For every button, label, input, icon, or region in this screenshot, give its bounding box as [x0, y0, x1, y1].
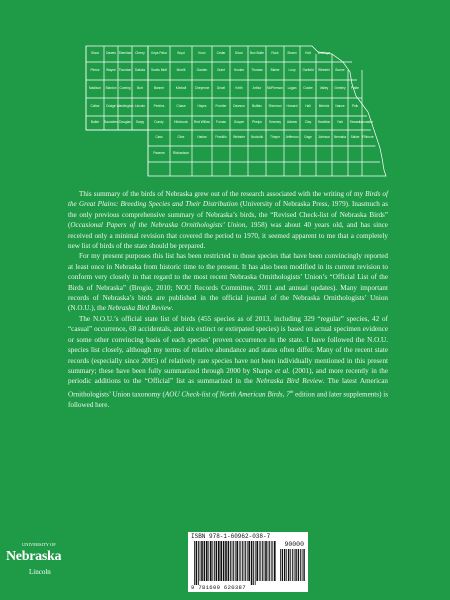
barcode-bar — [251, 541, 253, 585]
county-label: Nance — [335, 104, 345, 108]
back-cover-text — [68, 189, 388, 410]
barcode-bar — [214, 541, 215, 581]
county-label: Thomas — [251, 68, 263, 72]
barcode-bar — [253, 541, 254, 585]
county-label: Arthur — [252, 86, 262, 90]
barcode-bar — [268, 541, 269, 581]
barcode-bar — [235, 541, 236, 581]
addon-bar — [292, 549, 293, 581]
county-label: Morrill — [176, 68, 186, 72]
county-label: Greeley — [334, 86, 346, 90]
barcode-bar — [228, 541, 230, 581]
barcode-bars — [188, 532, 308, 592]
logo-campus-text: Lincoln — [29, 568, 51, 576]
barcode-bar — [223, 541, 225, 581]
barcode-bar — [204, 541, 206, 581]
barcode-bar — [274, 541, 276, 581]
barcode-bar — [248, 541, 250, 581]
county-label: Lincoln — [134, 104, 146, 108]
county-label: Rock — [271, 51, 279, 55]
county-label: Hitchcock — [174, 120, 188, 124]
county-label: Gosper — [233, 120, 245, 124]
county-label: Polk — [351, 104, 359, 108]
county-label: Loup — [288, 68, 296, 72]
paragraph-1: This summary of the birds of Nebraska grew out of the research associated with the writing of my Birds of the Great Plains: Breeding Species and Their Distribution (University of Nebraska Press, 1979). Inasmuch as the only previous comprehensive summary of Nebraska’s birds, the “Revised Check-list of Nebraska Birds” (Occasional Papers of the Nebraska Ornithologists’ Union, 1958) was about 40 years old, and has since received only a minimal revision that covered the period to 1970, it seemed apparent to me that a completely new list of birds of the state should be prepared. — [68, 190, 388, 251]
barcode-bar — [206, 541, 208, 581]
county-label: Pierce — [90, 68, 100, 72]
barcode-bar — [212, 541, 213, 581]
barcode-bar — [240, 541, 241, 581]
county-label: Sheridan — [118, 51, 132, 55]
county-label: Cuming — [119, 86, 131, 90]
county-label: Hall — [305, 104, 311, 108]
county-label: Dodge — [106, 104, 116, 108]
county-label: Red Willow — [194, 120, 210, 124]
county-label: Thayer — [270, 135, 280, 139]
county-label: McPherson — [266, 86, 284, 90]
state-outline — [86, 46, 386, 176]
county-label: Stanton — [105, 86, 117, 90]
county-label: Brown — [287, 51, 297, 55]
county-label: Cherry — [135, 51, 145, 55]
county-label: Harlan — [197, 135, 207, 139]
county-label: Knox — [198, 51, 206, 55]
county-label: York — [336, 120, 344, 124]
county-label: Otoe — [177, 135, 185, 139]
county-label: Boyd — [177, 51, 185, 55]
county-label: Merrick — [318, 104, 330, 108]
county-label: Dixon — [234, 51, 244, 55]
isbn-barcode — [188, 532, 308, 592]
addon-bar — [303, 549, 304, 581]
county-label: Howard — [286, 104, 298, 108]
barcode-bar — [200, 541, 201, 581]
isbn-text: ISBN 978-1-60962-038-7 — [191, 533, 271, 540]
county-label: Valley — [319, 86, 329, 90]
barcode-bar — [272, 541, 273, 581]
barcode-bar — [216, 541, 218, 581]
county-label: Fillmore — [362, 135, 374, 139]
nebraska-county-map — [0, 0, 450, 185]
county-label: Saline — [350, 135, 360, 139]
county-label: Douglas — [119, 120, 131, 124]
county-label: Grant — [217, 68, 225, 72]
county-label: Clay — [304, 120, 312, 124]
county-label: Logan — [287, 86, 297, 90]
county-label: Seward — [349, 120, 361, 124]
barcode-bar — [247, 541, 248, 581]
county-label: Kimball — [175, 86, 187, 90]
barcode-bar — [233, 541, 234, 581]
addon-bar — [294, 549, 295, 581]
barcode-bar — [201, 541, 203, 581]
county-label: Furnas — [216, 120, 226, 124]
barcode-bar — [269, 541, 270, 581]
barcode-bar — [220, 541, 222, 581]
addon-bar — [298, 549, 299, 581]
barcode-bar — [245, 541, 246, 581]
county-label: Dawes — [106, 51, 116, 55]
county-label: Custer — [303, 86, 313, 90]
barcode-bar — [242, 541, 243, 581]
county-label: Nuckolls — [250, 135, 264, 139]
county-label: Box Butte — [250, 51, 264, 55]
addon-bar — [290, 549, 291, 581]
county-label: Holt — [305, 51, 311, 55]
county-label: Pawnee — [153, 151, 165, 155]
county-label: Garden — [196, 68, 208, 72]
county-label: Perkins — [153, 104, 165, 108]
barcode-bar — [239, 541, 240, 581]
barcode-bar — [262, 541, 263, 581]
county-label: Saunders — [104, 120, 118, 124]
county-label: Sarpy — [135, 120, 145, 124]
county-label: Lancaster — [359, 120, 373, 124]
county-label: Chase — [176, 104, 186, 108]
county-label: Keith — [235, 86, 243, 90]
county-label: Butler — [90, 120, 100, 124]
county-label: Adams — [287, 120, 297, 124]
county-label: Garfield — [302, 68, 314, 72]
barcode-bar — [265, 541, 267, 581]
addon-bar — [288, 549, 289, 581]
county-label: Phelps — [252, 120, 262, 124]
county-label: Platte — [350, 86, 360, 90]
county-label: Thurston — [118, 68, 132, 72]
county-label: Kearney — [269, 120, 281, 124]
county-label: Gage — [304, 135, 312, 139]
barcode-bar — [232, 541, 233, 581]
county-label: Wayne — [106, 68, 116, 72]
county-label: Hooker — [233, 68, 245, 72]
county-label: Sherman — [268, 104, 282, 108]
barcode-bar — [210, 541, 212, 581]
barcode-bar — [271, 541, 272, 581]
addon-bar — [280, 549, 281, 581]
barcode-bar — [255, 541, 256, 585]
county-label: Jefferson — [285, 135, 299, 139]
county-label: Dakota — [134, 68, 146, 72]
county-label: Buffalo — [252, 104, 262, 108]
county-label: Nemaha — [333, 135, 347, 139]
addon-bar — [295, 549, 296, 581]
county-label: Madison — [88, 86, 102, 90]
addon-bar — [282, 549, 283, 581]
county-label: Cedar — [216, 51, 226, 55]
logo-nebraska-text: Nebraska — [6, 549, 62, 564]
county-label: Franklin — [215, 135, 227, 139]
county-label: Burt — [137, 86, 143, 90]
county-label: Antelope — [317, 51, 331, 55]
addon-bar — [302, 549, 303, 581]
county-label: Hamilton — [317, 120, 331, 124]
county-label: Boone — [335, 68, 345, 72]
paragraph-2: For my present purposes this list has been restricted to those species that have been convincingly reported at least once in Nebraska from historic time to the present. It has also been modified in its current revision to conform very closely in that regard to the most recent Nebraska Ornithologists’ Union’s “Official List of the Birds of Nebraska” (Brogie, 2010; NOU Records Committee, 2011 and annual updates). Many important records of Nebraska’s birds are published in the official journal of the Nebraska Ornithologists’ Union (N.O.U.), the Nebraska Bird Review. — [68, 252, 388, 313]
county-label: Richardson — [172, 151, 190, 155]
county-label: Sioux — [91, 51, 99, 55]
barcode-bar — [196, 541, 198, 585]
barcode-bar — [259, 541, 260, 581]
addon-bar — [286, 549, 287, 581]
barcode-bar — [244, 541, 245, 581]
university-logo — [6, 542, 64, 592]
county-label: Frontier — [215, 104, 227, 108]
county-label: Colfax — [90, 104, 100, 108]
barcode-bar — [208, 541, 209, 581]
county-label: Keya Paha — [151, 51, 167, 55]
barcode-bar — [218, 541, 220, 581]
county-label: Scotts Bluff — [150, 68, 168, 72]
county-label: Hayes — [197, 104, 207, 108]
barcode-bar — [198, 541, 199, 585]
barcode-bar — [260, 541, 261, 581]
barcode-bar — [236, 541, 238, 581]
barcode-digits: 9 781609 620387 — [191, 584, 246, 591]
paragraph-3: The N.O.U.’s official state list of birds (455 species as of 2013, including 329 “regular” species, 42 of “casual” occurrence, 68 accidentals, and six extinct or extirpated species) is based on actual specimen evidence or some other convincing basis of each species’ proven occurrence in the state. I have followed the N.O.U. species list closely, although my terms of relative abundance and status often differ. Many of the recent state records (especially since 2005) of relatively rare species have not been individually mentioned in this present summary; these have been fully summarized through 2000 by Sharpe et al. (2001), and more recently in the periodic additions to the “Official” list as summarized in the Nebraska Bird Review. The latest American Ornithologists’ Union taxonomy (AOU Check-list of North American Birds, 7th edition and later supplements) is followed here. — [68, 314, 389, 409]
county-label: Wheeler — [318, 68, 330, 72]
county-label: Webster — [233, 135, 245, 139]
county-label: Dundy — [154, 120, 164, 124]
addon-bar — [300, 549, 301, 581]
addon-bar — [284, 549, 285, 581]
county-label: Cass — [155, 135, 163, 139]
county-label: Cheyenne — [194, 86, 210, 90]
barcode-bar — [194, 541, 195, 585]
county-label: Blaine — [270, 68, 280, 72]
price-code: 90000 — [284, 541, 304, 548]
barcode-bar — [264, 541, 265, 581]
county-label: Dawson — [233, 104, 245, 108]
county-label: Deuel — [216, 86, 226, 90]
logo-university-text: UNIVERSITY OF — [22, 542, 56, 547]
county-label: Banner — [153, 86, 165, 90]
barcode-bar — [256, 541, 258, 581]
barcode-bar — [225, 541, 227, 581]
barcode-bar — [230, 541, 231, 581]
county-label: Johnson — [317, 135, 331, 139]
county-label: Washington — [116, 104, 134, 108]
